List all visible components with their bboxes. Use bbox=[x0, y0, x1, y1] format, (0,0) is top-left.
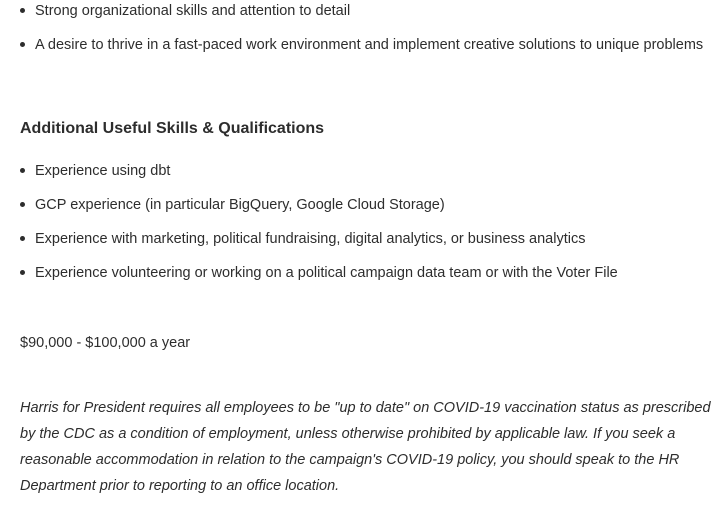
list-item bbox=[20, 161, 170, 181]
list-item bbox=[20, 35, 703, 55]
salary-range: $90,000 - $100,000 a year bbox=[20, 335, 191, 351]
bullet-icon bbox=[20, 270, 25, 275]
bullet-icon bbox=[20, 202, 25, 207]
list-item-text: Experience with marketing, political fundraising, digital analytics, or business analytics bbox=[35, 231, 586, 247]
list-item-text: Experience volunteering or working on a political campaign data team or with the Voter File bbox=[35, 265, 618, 281]
bullet-icon bbox=[20, 42, 25, 47]
list-item-text: GCP experience (in particular BigQuery, Google Cloud Storage) bbox=[35, 197, 445, 213]
section-heading: Additional Useful Skills & Qualifications bbox=[20, 120, 325, 137]
notice-line: by the CDC as a condition of employment, unless otherwise prohibited by applicable law. If you seek a bbox=[20, 426, 676, 442]
list-item-text: Experience using dbt bbox=[35, 163, 171, 179]
list-item bbox=[20, 1, 350, 21]
covid-policy-notice bbox=[20, 395, 710, 499]
bullet-icon bbox=[20, 168, 25, 173]
bullet-icon bbox=[20, 236, 25, 241]
notice-line: Harris for President requires all employees to be "up to date" on COVID-19 vaccination status as prescribed bbox=[20, 400, 711, 416]
list-item-text: A desire to thrive in a fast-paced work environment and implement creative solutions to unique problems bbox=[35, 37, 704, 53]
notice-line: reasonable accommodation in relation to the campaign's COVID-19 policy, you should speak to the HR bbox=[20, 452, 680, 468]
notice-line: Department prior to reporting to an office location. bbox=[20, 478, 340, 494]
bullet-icon bbox=[20, 8, 25, 13]
list-item bbox=[20, 229, 585, 249]
list-item bbox=[20, 263, 618, 283]
list-item-text: Strong organizational skills and attention to detail bbox=[35, 3, 351, 19]
list-item bbox=[20, 195, 445, 215]
